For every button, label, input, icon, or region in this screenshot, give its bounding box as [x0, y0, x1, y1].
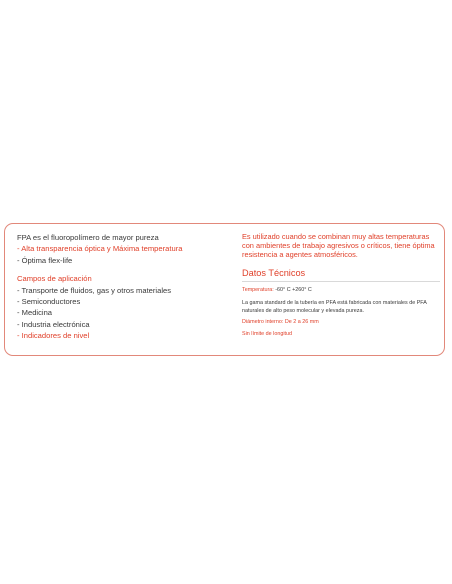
application-item-highlight: - Indicadores de nivel — [17, 331, 90, 341]
features-column — [17, 232, 232, 342]
material-description: FPA es el fluoropolímero de mayor pureza — [17, 233, 159, 242]
temperature-label: Temperatura: — [242, 286, 274, 293]
application-item: - Semiconductores — [17, 297, 81, 307]
diameter-label: Diámetro interno: — [242, 319, 284, 326]
applications-heading: Campos de aplicación — [17, 274, 92, 284]
application-item: - Industria electrónica — [17, 319, 90, 329]
product-info-card — [4, 223, 445, 356]
usage-intro: Es utilizado cuando se combinan muy altas temperaturas con ambientes de trabajo agresivos o críticos, tiene óptima resistencia a agentes atmosféricos. — [242, 232, 435, 260]
feature-item: - Óptima flex-life — [17, 255, 73, 265]
application-item: - Transporte de fluidos, gas y otros materiales — [17, 285, 172, 295]
technical-column — [242, 232, 440, 339]
application-item: - Medicina — [17, 308, 53, 318]
technical-data-title: Datos Técnicos — [242, 268, 440, 282]
temperature-row — [242, 287, 440, 295]
length-note: Sin límite de longitud — [242, 330, 293, 337]
diameter-value: De 2 a 26 mm — [283, 319, 319, 326]
diameter-row — [242, 319, 440, 327]
feature-highlight: - Alta transparencia óptica y Máxima temperatura — [17, 244, 183, 254]
material-note: La gama standard de la tubería en PFA está fabricada con materiales de PFA naturales de alto peso molecular y elevada pureza. — [242, 300, 427, 314]
temperature-value: -60° C +260° C — [273, 286, 312, 293]
